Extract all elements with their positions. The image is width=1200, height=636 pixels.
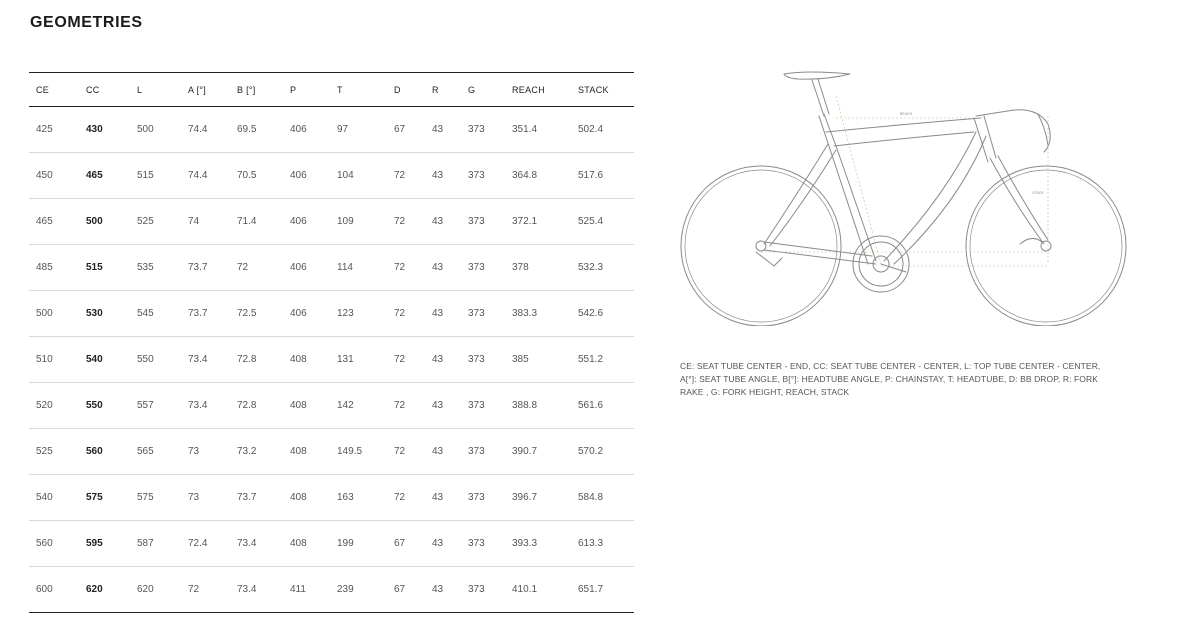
table-cell: 163 [337,492,354,503]
table-cell: 373 [468,216,485,227]
table-cell: 500 [36,308,53,319]
table-cell: 73.4 [188,354,208,365]
table-cell: 532.3 [578,262,604,273]
table-cell: 73.4 [237,538,257,549]
table-cell: 557 [137,400,154,411]
table-cell: 613.3 [578,538,604,549]
table-cell: 517.6 [578,170,604,181]
table-cell: 406 [290,124,307,135]
table-cell: 396.7 [512,492,538,503]
table-cell: 43 [432,262,444,273]
table-cell: 408 [290,446,307,457]
seat-stay-edge [770,150,836,246]
table-cell: 545 [137,308,154,319]
table-cell: 73.7 [188,262,208,273]
table-cell: 142 [337,400,354,411]
column-header: B [°] [237,84,256,95]
bike-geometry-diagram [676,66,1136,326]
rear-wheel-outer [681,166,841,326]
seatpost [812,80,824,116]
table-cell: 425 [36,124,53,135]
table-row [29,199,634,245]
rear-derailleur [756,252,782,266]
table-cell: 72 [394,400,406,411]
top-tube [826,118,981,132]
table-cell: 406 [290,308,307,319]
table-cell: 351.4 [512,124,538,135]
column-header: L [137,84,143,95]
table-cell: 373 [468,308,485,319]
table-cell: 388.8 [512,400,538,411]
column-header: R [432,84,439,95]
table-cell: 408 [290,400,307,411]
table-cell: 43 [432,354,444,365]
table-cell: 373 [468,354,485,365]
table-cell: 560 [36,538,53,549]
table-cell: 74.4 [188,124,208,135]
table-cell: 560 [86,446,103,457]
table-cell: 550 [86,400,103,411]
table-cell: 199 [337,538,354,549]
table-cell: 485 [36,262,53,273]
table-row [29,429,634,475]
table-cell: 373 [468,584,485,595]
stem [976,110,1014,116]
table-row [29,153,634,199]
rear-wheel-inner [685,170,837,322]
table-cell: 72.5 [237,308,257,319]
table-row [29,521,634,567]
table-cell: 540 [36,492,53,503]
table-cell: 372.1 [512,216,538,227]
table-cell: 104 [337,170,354,181]
table-cell: 383.3 [512,308,538,319]
seat-tube-rear-edge [819,116,868,264]
table-cell: 72 [394,216,406,227]
table-cell: 69.5 [237,124,257,135]
table-cell: 373 [468,446,485,457]
table-cell: 114 [337,262,353,273]
table-cell: 123 [337,308,354,319]
table-cell: 408 [290,538,307,549]
table-cell: 74 [188,216,200,227]
seat-stay [764,144,828,244]
table-cell: 72 [394,262,406,273]
brake-lever [1038,114,1048,146]
table-cell: 373 [468,124,485,135]
table-row [29,107,634,153]
table-cell: 520 [36,400,53,411]
table-cell: 575 [86,492,103,503]
table-cell: 530 [86,308,103,319]
table-cell: 406 [290,262,307,273]
table-cell: 72.8 [237,354,257,365]
table-cell: 67 [394,124,406,135]
chain-stay-edge [764,242,872,256]
table-row [29,567,634,613]
table-cell: 43 [432,124,444,135]
table-cell: 109 [337,216,354,227]
table-cell: 551.2 [578,354,604,365]
table-cell: 600 [36,584,53,595]
table-cell: 542.6 [578,308,604,319]
table-cell: 72.8 [237,400,257,411]
table-cell: 535 [137,262,154,273]
table-cell: 550 [137,354,154,365]
table-cell: 465 [36,216,53,227]
table-cell: 67 [394,584,406,595]
table-cell: 72 [237,262,249,273]
table-cell: 373 [468,170,485,181]
table-cell: 565 [137,446,154,457]
table-cell: 149.5 [337,446,363,457]
table-cell: 71.4 [237,216,257,227]
table-cell: 390.7 [512,446,538,457]
table-cell: 406 [290,170,307,181]
table-cell: 43 [432,446,444,457]
table-cell: 525.4 [578,216,604,227]
column-header: CC [86,84,100,95]
geometry-table [29,72,634,613]
seat-angle-line [836,96,881,264]
column-header: STACK [578,84,609,95]
table-cell: 97 [337,124,349,135]
table-cell: 450 [36,170,53,181]
table-cell: 525 [36,446,53,457]
table-cell: 410.1 [512,584,538,595]
table-cell: 408 [290,354,307,365]
table-cell: 67 [394,538,406,549]
table-row [29,383,634,429]
table-cell: 430 [86,124,103,135]
table-cell: 73.7 [237,492,257,503]
table-cell: 73.7 [188,308,208,319]
table-cell: 620 [137,584,154,595]
table-cell: 515 [86,262,103,273]
table-cell: 393.3 [512,538,538,549]
table-cell: 74.4 [188,170,208,181]
table-cell: 73.4 [237,584,257,595]
table-cell: 587 [137,538,154,549]
table-cell: 73.2 [237,446,257,457]
table-cell: 584.8 [578,492,604,503]
table-cell: 72 [394,170,406,181]
table-cell: 525 [137,216,154,227]
table-cell: 561.6 [578,400,604,411]
fork-edge [998,156,1048,240]
table-cell: 43 [432,308,444,319]
table-cell: 239 [337,584,354,595]
column-header: A [°] [188,84,207,95]
table-cell: 515 [137,170,154,181]
table-row [29,291,634,337]
table-cell: 373 [468,492,485,503]
table-cell: 73 [188,492,200,503]
table-row [29,337,634,383]
head-tube [974,118,988,162]
table-cell: 72.4 [188,538,208,549]
column-header: P [290,84,297,95]
table-cell: 70.5 [237,170,257,181]
column-header: G [468,84,476,95]
front-brake [1020,238,1042,244]
table-cell: 43 [432,400,444,411]
table-row [29,475,634,521]
table-header-row [29,73,634,107]
geometry-legend: CE: SEAT TUBE CENTER - END, CC: SEAT TUBE CENTER - CENTER, L: TOP TUBE CENTER - CENTER, A[°]: SEAT TUBE ANGLE, B[°]: HEADTUBE ANGLE, P: CHAINSTAY, T: HEADTUBE, D: BB DROP, R: FORK RAKE , G: FORK HEIGHT, REACH, STACK [680,361,1101,397]
table-cell: 378 [512,262,529,273]
front-wheel-inner [970,170,1122,322]
table-body [29,107,634,613]
table-cell: 406 [290,216,307,227]
top-tube-lower-edge [834,132,974,146]
table-cell: 651.7 [578,584,604,595]
column-header: REACH [512,84,546,95]
table-cell: 500 [137,124,154,135]
table-cell: 72 [394,308,406,319]
table-cell: 540 [86,354,103,365]
table-cell: 373 [468,538,485,549]
table-cell: 43 [432,170,444,181]
table-cell: 620 [86,584,103,595]
table-cell: 575 [137,492,154,503]
table-cell: 502.4 [578,124,604,135]
reach-label: REACH [899,112,913,116]
table-cell: 408 [290,492,307,503]
front-wheel-outer [966,166,1126,326]
column-header: CE [36,84,50,95]
table-cell: 595 [86,538,103,549]
table-cell: 364.8 [512,170,538,181]
column-header: D [394,84,401,95]
column-header: T [337,84,343,95]
table-cell: 72 [188,584,200,595]
table-cell: 465 [86,170,103,181]
table-cell: 73.4 [188,400,208,411]
table-cell: 43 [432,492,444,503]
table-cell: 570.2 [578,446,604,457]
table-cell: 373 [468,262,485,273]
table-cell: 131 [337,354,354,365]
table-cell: 72 [394,446,406,457]
down-tube-edge [894,136,986,264]
table-cell: 373 [468,400,485,411]
table-cell: 72 [394,354,406,365]
table-cell: 43 [432,584,444,595]
table-cell: 43 [432,216,444,227]
table-cell: 411 [290,584,306,595]
page-title: GEOMETRIES [30,14,143,31]
table-cell: 73 [188,446,200,457]
table-cell: 385 [512,354,529,365]
table-cell: 72 [394,492,406,503]
table-cell: 510 [36,354,53,365]
table-cell: 43 [432,538,444,549]
stack-label: STACK [1032,191,1044,195]
seatpost-edge [818,79,829,114]
table-cell: 500 [86,216,103,227]
saddle [784,72,850,79]
table-row [29,245,634,291]
